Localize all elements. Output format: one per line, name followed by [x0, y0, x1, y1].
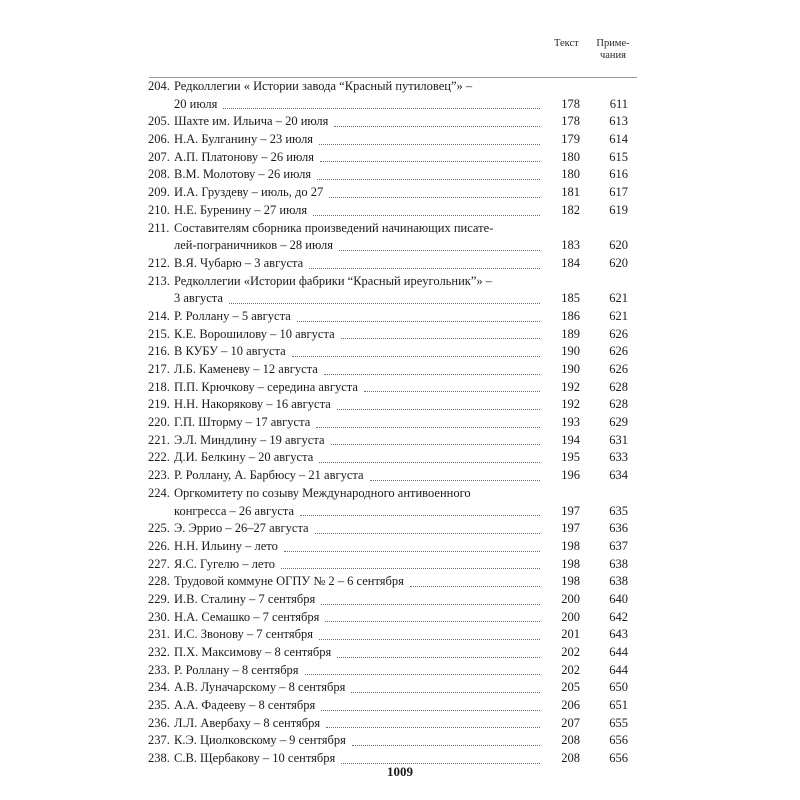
- notes-page-number: 626: [609, 362, 628, 376]
- toc-entry-line: [148, 149, 638, 167]
- toc-entry: [148, 379, 638, 397]
- text-page-number: 185: [561, 291, 580, 306]
- dot-leader: [326, 725, 540, 728]
- toc-entry: [148, 538, 638, 556]
- dot-leader: [292, 354, 540, 357]
- entry-title: Э. Эррио – 26–27 августа: [174, 521, 309, 536]
- toc-entry-line: [148, 679, 638, 697]
- notes-page-number: 655: [609, 715, 628, 730]
- entry-title: В.М. Молотову – 26 июля: [174, 167, 312, 182]
- dot-leader: [229, 301, 540, 304]
- notes-page-number: 644: [609, 662, 628, 677]
- dot-leader: [297, 319, 540, 322]
- toc-entry-line: [148, 273, 638, 291]
- toc-entry-line: [148, 485, 638, 503]
- notes-page-number: 636: [609, 521, 628, 536]
- toc-entry-line: [148, 591, 638, 609]
- text-page-number: 194: [561, 432, 580, 447]
- entry-title: Н.Н. Накорякову – 16 августа: [174, 397, 331, 412]
- text-page-number: 202: [561, 662, 580, 677]
- notes-page-number: 638: [609, 556, 628, 571]
- dot-leader: [319, 460, 540, 463]
- entry-title: Э.Л. Миндлину – 19 августа: [174, 432, 325, 447]
- toc-entry: [148, 609, 638, 627]
- text-page-number: 197: [561, 503, 580, 518]
- entry-title: И.С. Звонову – 7 сентября: [174, 627, 313, 642]
- entry-title: И.А. Груздеву – июль, до 27: [174, 185, 324, 200]
- entry-number: 212.: [148, 255, 170, 270]
- entry-title: И.В. Сталину – 7 сентября: [174, 591, 316, 606]
- toc-entry: [148, 679, 638, 697]
- toc-entry: [148, 432, 638, 450]
- entry-number: 224.: [148, 485, 170, 500]
- toc-entry-line: [148, 662, 638, 680]
- toc-entry-line: [148, 503, 638, 521]
- text-page-number: 190: [561, 344, 580, 359]
- dot-leader: [329, 195, 540, 198]
- entry-title: П.Х. Максимову – 8 сентября: [174, 645, 332, 659]
- dot-leader: [339, 248, 540, 251]
- toc-entry-line: [148, 609, 638, 627]
- toc-entry-line: [148, 290, 638, 308]
- entry-number: 233.: [148, 662, 170, 677]
- notes-page-number: 631: [609, 432, 628, 447]
- text-page-number: 180: [561, 149, 580, 164]
- toc-entry: [148, 202, 638, 220]
- column-header-text: Текст: [554, 38, 579, 49]
- column-header-notes-line-1: Приме-: [596, 38, 630, 49]
- entry-title: К.Э. Циолковскому – 9 сентября: [174, 733, 346, 748]
- entry-title: А.А. Фадееву – 8 сентября: [174, 698, 316, 713]
- notes-page-number: 626: [609, 326, 628, 341]
- notes-page-number: 619: [609, 202, 628, 217]
- notes-page-number: 626: [609, 344, 628, 359]
- entry-title: Р. Роллану – 5 августа: [174, 308, 291, 323]
- entry-number: 229.: [148, 591, 170, 606]
- entry-number: 218.: [148, 379, 170, 394]
- toc-entry-line: [148, 573, 638, 591]
- dot-leader: [351, 690, 540, 693]
- entry-number: 237.: [148, 733, 170, 748]
- text-page-number: 178: [561, 114, 580, 129]
- toc-entry: [148, 326, 638, 344]
- toc-entry: [148, 467, 638, 485]
- notes-page-number: 637: [609, 538, 628, 553]
- entry-number: 206.: [148, 132, 170, 147]
- toc-entry-line: [148, 166, 638, 184]
- text-page-number: 208: [561, 751, 580, 766]
- dot-leader: [284, 549, 540, 552]
- text-page-number: 195: [561, 450, 580, 465]
- contents-list: [148, 78, 638, 768]
- text-page-number: 189: [561, 326, 580, 341]
- dot-leader: [313, 213, 540, 216]
- entry-number: 220.: [148, 415, 170, 430]
- toc-entry-line: [148, 308, 638, 326]
- dot-leader: [316, 425, 540, 428]
- text-page-number: 183: [561, 238, 580, 253]
- entry-title: 20 июля: [174, 96, 218, 111]
- notes-page-number: 611: [609, 96, 628, 111]
- toc-entry: [148, 556, 638, 574]
- toc-entry-line: [148, 538, 638, 556]
- toc-entry: [148, 644, 638, 662]
- entry-number: 210.: [148, 202, 170, 217]
- dot-leader: [321, 602, 540, 605]
- text-page-number: 196: [561, 468, 580, 483]
- notes-page-number: 656: [609, 751, 628, 766]
- notes-page-number: 613: [609, 114, 628, 129]
- toc-entry-line: [148, 96, 638, 114]
- toc-entry-line: [148, 467, 638, 485]
- notes-page-number: 643: [609, 627, 628, 642]
- entry-title: Редколлегии « Истории завода “Красный путиловец”» –: [174, 79, 473, 93]
- entry-title: С.В. Щербакову – 10 сентября: [174, 751, 336, 766]
- toc-entry: [148, 662, 638, 680]
- dot-leader: [321, 708, 540, 711]
- toc-entry: [148, 626, 638, 644]
- entry-number: 205.: [148, 114, 170, 129]
- notes-page-number: 640: [609, 591, 628, 606]
- entry-number: 214.: [148, 308, 170, 323]
- text-page-number: 198: [561, 538, 580, 553]
- toc-entry: [148, 520, 638, 538]
- entry-number: 213.: [148, 273, 170, 288]
- entry-number: 209.: [148, 185, 170, 200]
- entry-title: П.П. Крючкову – середина августа: [174, 379, 358, 394]
- entry-title: Л.Л. Авербаху – 8 сентября: [174, 715, 321, 730]
- text-page-number: 192: [561, 397, 580, 412]
- notes-page-number: 615: [609, 149, 628, 164]
- toc-entry: [148, 184, 638, 202]
- entry-number: 217.: [148, 362, 170, 376]
- toc-entry-line: [148, 732, 638, 750]
- text-page-number: 184: [561, 255, 580, 270]
- toc-entry-line: [148, 520, 638, 538]
- dot-leader: [320, 159, 540, 162]
- notes-page-number: 628: [609, 379, 628, 394]
- toc-entry: [148, 449, 638, 467]
- toc-entry: [148, 273, 638, 308]
- entry-number: 216.: [148, 344, 170, 359]
- text-page-number: 182: [561, 202, 580, 217]
- dot-leader: [319, 637, 540, 640]
- text-page-number: 198: [561, 556, 580, 571]
- toc-entry: [148, 78, 638, 113]
- dot-leader: [337, 655, 540, 658]
- dot-leader: [281, 566, 540, 569]
- entry-number: 230.: [148, 609, 170, 624]
- notes-page-number: 620: [609, 255, 628, 270]
- entry-title: Л.Б. Каменеву – 12 августа: [174, 362, 318, 376]
- notes-page-number: 614: [609, 132, 628, 147]
- text-page-number: 186: [561, 308, 580, 323]
- entry-title: Трудовой коммуне ОГПУ № 2 – 6 сентября: [174, 574, 404, 589]
- text-page-number: 180: [561, 167, 580, 182]
- toc-entry-line: [148, 556, 638, 574]
- toc-entry: [148, 697, 638, 715]
- column-header-notes-line-2: чания: [599, 50, 626, 61]
- entry-title: В.Я. Чубарю – 3 августа: [174, 255, 304, 270]
- notes-page-number: 644: [609, 645, 628, 659]
- toc-entry-line: [148, 644, 638, 662]
- entry-title: Р. Роллану, А. Барбюсу – 21 августа: [174, 468, 364, 483]
- toc-entry-line: [148, 449, 638, 467]
- toc-entry-line: [148, 361, 638, 379]
- toc-entry-line: [148, 626, 638, 644]
- toc-entry: [148, 361, 638, 379]
- entry-title: Н.А. Булганину – 23 июля: [174, 132, 314, 147]
- entry-title: Д.И. Белкину – 20 августа: [174, 450, 314, 465]
- toc-entry-line: [148, 131, 638, 149]
- notes-page-number: 617: [609, 185, 628, 200]
- notes-page-number: 621: [609, 291, 628, 306]
- entry-number: 219.: [148, 397, 170, 412]
- entry-number: 225.: [148, 521, 170, 536]
- notes-page-number: 638: [609, 574, 628, 589]
- toc-entry-line: [148, 220, 638, 238]
- toc-entry-line: [148, 78, 638, 96]
- toc-entry-line: [148, 113, 638, 131]
- entry-number: 234.: [148, 680, 170, 695]
- notes-page-number: 620: [609, 238, 628, 253]
- entry-title: А.П. Платонову – 26 июля: [174, 149, 314, 164]
- toc-entry-line: [148, 715, 638, 733]
- dot-leader: [334, 124, 540, 127]
- entry-title: Я.С. Гугелю – лето: [174, 556, 275, 571]
- text-page-number: 181: [561, 185, 580, 200]
- entry-number: 226.: [148, 538, 170, 553]
- toc-entry-line: [148, 237, 638, 255]
- text-page-number: 208: [561, 733, 580, 748]
- dot-leader: [325, 619, 540, 622]
- text-page-number: 192: [561, 379, 580, 394]
- entry-title: Оргкомитету по созыву Международного антивоенного: [174, 485, 471, 500]
- toc-entry: [148, 396, 638, 414]
- dot-leader: [352, 743, 540, 746]
- toc-entry-line: [148, 255, 638, 273]
- entry-number: 215.: [148, 326, 170, 341]
- toc-entry: [148, 485, 638, 520]
- text-page-number: 205: [561, 680, 580, 695]
- dot-leader: [319, 142, 540, 145]
- entry-number: 207.: [148, 149, 170, 164]
- toc-entry: [148, 308, 638, 326]
- toc-entry: [148, 343, 638, 361]
- entry-number: 235.: [148, 698, 170, 713]
- entry-title: Р. Роллану – 8 сентября: [174, 662, 299, 677]
- toc-entry: [148, 732, 638, 750]
- page-number: 1009: [387, 764, 413, 779]
- toc-entry-line: [148, 396, 638, 414]
- toc-entry-line: [148, 343, 638, 361]
- toc-entry: [148, 113, 638, 131]
- text-page-number: 207: [561, 715, 580, 730]
- notes-page-number: 628: [609, 397, 628, 412]
- text-page-number: 198: [561, 574, 580, 589]
- entry-number: 227.: [148, 556, 170, 571]
- notes-page-number: 650: [609, 680, 628, 695]
- notes-page-number: 642: [609, 609, 628, 624]
- notes-page-number: 635: [609, 503, 628, 518]
- entry-title: Н.А. Семашко – 7 сентября: [174, 609, 320, 624]
- entry-number: 223.: [148, 468, 170, 483]
- text-page-number: 179: [561, 132, 580, 147]
- toc-entry: [148, 166, 638, 184]
- dot-leader: [324, 372, 540, 375]
- entry-number: 228.: [148, 574, 170, 589]
- entry-title: К.Е. Ворошилову – 10 августа: [174, 326, 335, 341]
- toc-entry-line: [148, 379, 638, 397]
- dot-leader: [300, 513, 540, 516]
- text-page-number: 197: [561, 521, 580, 536]
- dot-leader: [309, 266, 540, 269]
- text-page-number: 200: [561, 609, 580, 624]
- toc-entry-line: [148, 414, 638, 432]
- notes-page-number: 634: [609, 468, 628, 483]
- text-page-number: 201: [561, 627, 580, 642]
- entry-title: Шахте им. Ильича – 20 июля: [174, 114, 329, 129]
- toc-entry: [148, 591, 638, 609]
- toc-entry-line: [148, 326, 638, 344]
- dot-leader: [364, 389, 540, 392]
- toc-entry: [148, 149, 638, 167]
- entry-title: Редколлегии «Истории фабрики “Красный ирeугольник”» –: [174, 273, 493, 288]
- toc-entry-line: [148, 432, 638, 450]
- toc-entry: [148, 715, 638, 733]
- entry-title: Н.Е. Буренину – 27 июля: [174, 202, 308, 217]
- toc-entry: [148, 255, 638, 273]
- entry-title: лей-пограничников – 28 июля: [174, 238, 333, 253]
- toc-entry-line: [148, 202, 638, 220]
- toc-entry-line: [148, 697, 638, 715]
- entry-number: 204.: [148, 79, 170, 93]
- notes-page-number: 651: [609, 698, 628, 713]
- column-header-notes: [591, 38, 635, 62]
- entry-number: 222.: [148, 450, 170, 465]
- entry-number: 236.: [148, 715, 170, 730]
- entry-title: Г.П. Штормy – 17 августа: [174, 415, 311, 430]
- text-page-number: 190: [561, 362, 580, 376]
- dot-leader: [305, 672, 540, 675]
- text-page-number: 206: [561, 698, 580, 713]
- entry-number: 211.: [148, 220, 170, 235]
- dot-leader: [223, 106, 540, 109]
- entry-number: 231.: [148, 627, 170, 642]
- entry-title: Н.Н. Ильину – лето: [174, 538, 278, 553]
- entry-number: 238.: [148, 751, 170, 766]
- entry-title: В КУБУ – 10 августа: [174, 344, 286, 359]
- text-page-number: 202: [561, 645, 580, 659]
- dot-leader: [317, 177, 540, 180]
- entry-title: 3 августа: [174, 291, 223, 306]
- notes-page-number: 656: [609, 733, 628, 748]
- entry-number: 208.: [148, 167, 170, 182]
- notes-page-number: 616: [609, 167, 628, 182]
- text-page-number: 193: [561, 415, 580, 430]
- dot-leader: [315, 531, 540, 534]
- text-page-number: 200: [561, 591, 580, 606]
- toc-entry-line: [148, 184, 638, 202]
- entry-title: А.В. Луначарскому – 8 сентября: [174, 680, 346, 695]
- dot-leader: [337, 407, 540, 410]
- notes-page-number: 633: [609, 450, 628, 465]
- entry-number: 232.: [148, 645, 170, 659]
- dot-leader: [370, 478, 540, 481]
- entry-title: Составителям сборника произведений начинающих писате-: [174, 220, 494, 235]
- toc-entry: [148, 220, 638, 255]
- dot-leader: [410, 584, 540, 587]
- entry-number: 221.: [148, 432, 170, 447]
- toc-entry: [148, 414, 638, 432]
- dot-leader: [331, 442, 541, 445]
- entry-title: конгресса – 26 августа: [174, 503, 295, 518]
- toc-entry: [148, 573, 638, 591]
- notes-page-number: 629: [609, 415, 628, 430]
- toc-entry: [148, 131, 638, 149]
- dot-leader: [341, 336, 540, 339]
- text-page-number: 178: [561, 96, 580, 111]
- notes-page-number: 621: [609, 308, 628, 323]
